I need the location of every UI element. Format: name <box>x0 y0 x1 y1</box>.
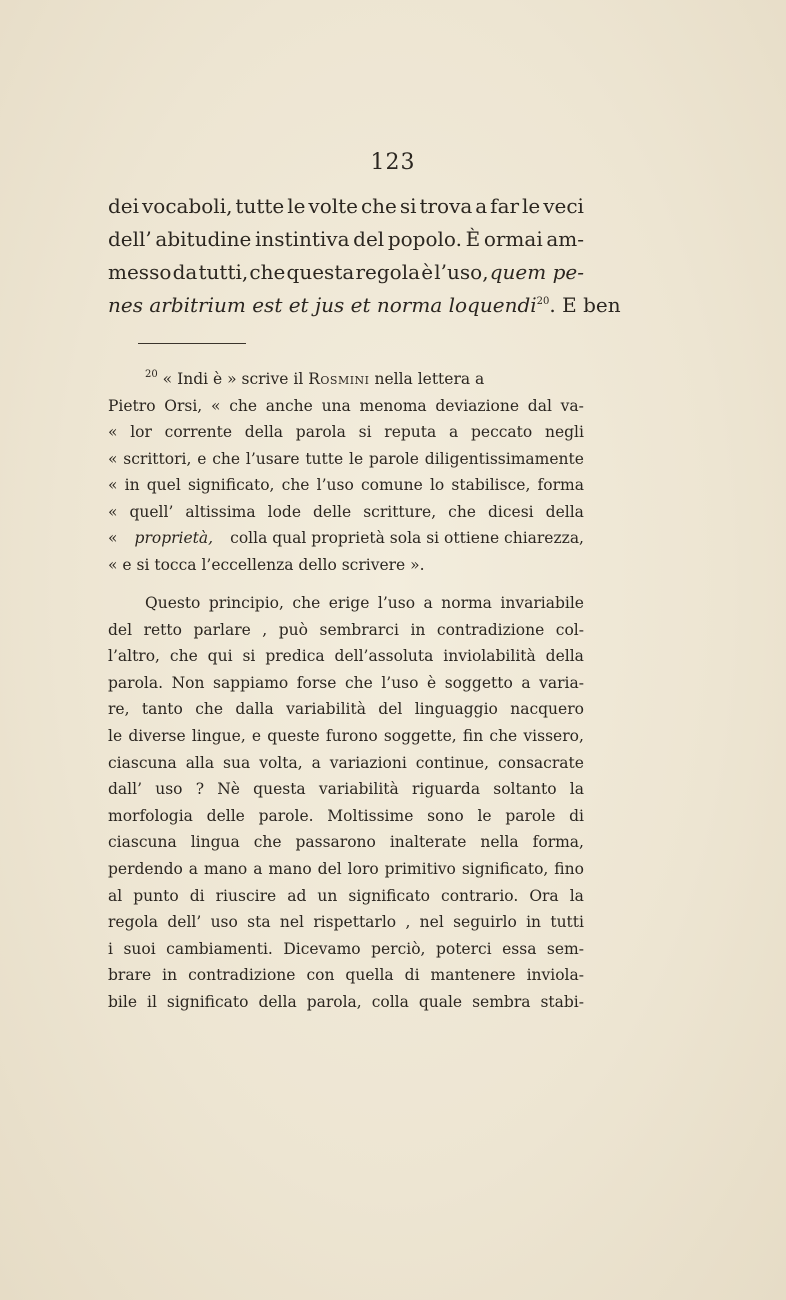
word: significato <box>348 886 431 905</box>
word: uso <box>155 780 183 799</box>
word: perdendo <box>108 859 183 878</box>
word: che <box>344 673 373 692</box>
word: furono <box>325 726 378 745</box>
footnote-divider <box>138 343 246 344</box>
word: mantenere <box>430 966 516 985</box>
word: della <box>258 992 297 1011</box>
word: si <box>358 423 372 441</box>
paragraph-line <box>108 750 584 777</box>
word: parola. <box>108 673 164 692</box>
footnote-line <box>108 525 584 552</box>
word: altissima <box>185 502 256 521</box>
paragraph-line <box>108 829 584 856</box>
word: qui <box>207 647 233 666</box>
word: del <box>378 700 403 719</box>
text-line <box>108 289 621 322</box>
word: principio, <box>208 594 284 612</box>
word: fino <box>554 859 584 878</box>
word: in <box>124 476 140 494</box>
word: sembrarci <box>319 620 399 639</box>
word: l’altro, <box>108 647 160 666</box>
word: trova <box>419 194 473 218</box>
word: linguaggio <box>414 700 498 719</box>
word: in <box>526 913 542 932</box>
word: comune <box>360 476 423 494</box>
text-fragment: nella lettera a <box>369 370 485 388</box>
text-fragment: . E ben <box>549 293 621 317</box>
word: inalterate <box>389 833 467 852</box>
word: è <box>421 260 434 284</box>
word: suoi <box>123 939 156 958</box>
word: regola <box>355 260 421 284</box>
word: dalla <box>235 700 274 719</box>
word: sappiamo <box>212 673 289 692</box>
word: sono <box>427 806 464 825</box>
word: può <box>278 620 308 639</box>
word: da <box>172 260 198 284</box>
word: « <box>210 396 221 415</box>
paragraph-line <box>108 989 584 1016</box>
word: consacrate <box>497 753 584 772</box>
word: Questo <box>145 594 201 612</box>
text-fragment: « <box>108 529 118 547</box>
word: tutti, <box>198 260 249 284</box>
word: va- <box>560 396 584 415</box>
word: abitudine <box>155 227 252 251</box>
word: dell’assoluta <box>334 647 434 666</box>
word: che <box>292 594 321 612</box>
paragraph-line <box>108 643 584 670</box>
word: seguirlo <box>453 913 517 932</box>
word: mano <box>268 859 312 878</box>
word: primitivo <box>384 859 456 878</box>
word: le <box>348 449 364 468</box>
word: forse <box>296 673 337 692</box>
footnote-first-line <box>145 366 484 393</box>
word: delle <box>313 502 352 521</box>
word: della <box>545 647 584 666</box>
word: stabilisce, <box>451 476 531 494</box>
word: scrittori, <box>123 449 192 468</box>
footnote-ref: 20 <box>536 296 550 307</box>
footnote-line <box>108 393 584 420</box>
paragraph-line <box>108 883 584 910</box>
word: parole. <box>258 806 314 825</box>
word: am- <box>546 227 584 251</box>
word: vocaboli, <box>142 194 233 218</box>
word: significato, <box>187 476 275 494</box>
word: soggette, <box>383 726 457 745</box>
word: quel <box>146 476 181 494</box>
paragraph-line <box>108 909 584 936</box>
word: anche <box>265 396 313 415</box>
word: rispettarlo <box>313 913 397 932</box>
paragraph-line <box>108 590 584 617</box>
word: che <box>169 647 198 666</box>
word: sua <box>223 753 251 772</box>
paragraph-line <box>108 723 584 750</box>
word: soltanto <box>493 780 557 799</box>
text-line <box>108 256 584 289</box>
word: che <box>489 726 518 745</box>
word: tutte <box>235 194 285 218</box>
word: riguarda <box>411 780 481 799</box>
word: variabilità <box>318 780 399 799</box>
text-line <box>108 223 584 256</box>
word: « <box>108 476 118 494</box>
word: dell’ <box>108 227 152 251</box>
word: che <box>249 260 286 284</box>
word: lo <box>429 476 445 494</box>
word: continue, <box>415 753 490 772</box>
word: parole <box>368 449 419 468</box>
word: volta, <box>259 753 303 772</box>
word: dall’ <box>108 780 143 799</box>
word: l’uso <box>316 476 354 494</box>
word: che <box>212 449 241 468</box>
word: negli <box>544 423 584 441</box>
word: fin <box>462 726 484 745</box>
word: lor <box>130 423 152 441</box>
word: le <box>287 194 306 218</box>
word: in <box>410 620 426 639</box>
word: variabilità <box>286 700 366 719</box>
word: che <box>448 502 476 521</box>
word: significato <box>166 992 249 1011</box>
main-paragraph <box>108 190 621 322</box>
word: bile <box>108 992 138 1011</box>
word: colla <box>371 992 409 1011</box>
paragraph-line <box>108 617 584 644</box>
page-number: 123 <box>370 150 416 175</box>
word: si <box>399 194 417 218</box>
word: retto <box>143 620 182 639</box>
word: sembra <box>472 992 531 1011</box>
word: parola <box>295 423 346 441</box>
word: al <box>108 886 123 905</box>
word: nel <box>419 913 444 932</box>
word: diligentissimamente <box>424 449 584 468</box>
word: parole <box>505 806 556 825</box>
word: Non <box>171 673 205 692</box>
word: , <box>405 913 411 932</box>
word: alla <box>185 753 215 772</box>
word: questa <box>253 780 306 799</box>
word: loro <box>347 859 379 878</box>
word: « <box>108 449 118 468</box>
paragraph-line <box>108 803 584 830</box>
word: nella <box>480 833 519 852</box>
footnote-line <box>108 552 584 579</box>
word: uso <box>210 913 238 932</box>
word: messo <box>108 260 172 284</box>
word: quale <box>418 992 463 1011</box>
word: e <box>251 726 262 745</box>
word: scritture, <box>363 502 437 521</box>
footnote-line <box>108 419 584 446</box>
word: quell’ <box>129 502 174 521</box>
word: ad <box>287 886 307 905</box>
word: di <box>569 806 584 825</box>
word: « <box>108 423 118 441</box>
word: a <box>253 859 263 878</box>
word: dell’ <box>167 913 202 932</box>
word: Moltissime <box>327 806 414 825</box>
paragraph-line <box>108 962 584 989</box>
word: instintiva <box>255 227 350 251</box>
text-fragment: « Indi è » scrive il <box>162 370 309 388</box>
word: passarono <box>295 833 376 852</box>
word: Ora <box>529 886 559 905</box>
author-name: Rosmini <box>308 370 370 388</box>
word: lingue, <box>191 726 246 745</box>
word: volte <box>308 194 358 218</box>
word: mano <box>204 859 248 878</box>
word: invariabile <box>500 594 584 612</box>
word: lingua <box>190 833 240 852</box>
word: che <box>360 194 397 218</box>
paragraph-line <box>108 696 584 723</box>
footnote-line <box>108 499 584 526</box>
word: a <box>521 673 531 692</box>
word: ? <box>195 780 205 799</box>
word: corrente <box>164 423 233 441</box>
word: del <box>353 227 385 251</box>
word: variazioni <box>329 753 407 772</box>
word: dicesi <box>487 502 534 521</box>
word: parlare <box>193 620 251 639</box>
latin-quote-wrap <box>108 289 621 322</box>
word: delle <box>206 806 245 825</box>
word: che <box>281 476 310 494</box>
italic-term: proprietà, <box>134 529 214 547</box>
word: che <box>195 700 224 719</box>
word: inviola- <box>526 966 584 985</box>
word: tutti <box>550 913 584 932</box>
word: le <box>477 806 492 825</box>
word: a <box>475 194 488 218</box>
footnote <box>108 366 584 578</box>
word: deviazione <box>435 396 520 415</box>
word: queste <box>267 726 320 745</box>
text-line <box>108 190 584 223</box>
word: l’uso <box>381 673 419 692</box>
word: col- <box>555 620 584 639</box>
word: che <box>253 833 282 852</box>
word: soggetto <box>444 673 513 692</box>
word: perciò, <box>371 939 426 958</box>
word: in <box>162 966 178 985</box>
word: Orsi, <box>164 396 203 415</box>
word: di <box>189 886 205 905</box>
word: stabi- <box>540 992 584 1011</box>
word: erige <box>328 594 370 612</box>
word: ciascuna <box>108 753 177 772</box>
word: della <box>244 423 284 441</box>
word: forma, <box>532 833 584 852</box>
word: i <box>108 939 113 958</box>
word: tanto <box>141 700 183 719</box>
footnote-line <box>108 366 584 393</box>
word: lode <box>267 502 301 521</box>
word: far <box>490 194 520 218</box>
word: varia- <box>539 673 584 692</box>
word: peccato <box>470 423 533 441</box>
word: il <box>146 992 157 1011</box>
word: che <box>229 396 258 415</box>
word: predica <box>265 647 325 666</box>
word: si <box>242 647 256 666</box>
word: Nè <box>217 780 240 799</box>
word: contradizione <box>436 620 545 639</box>
word: Dicevamo <box>283 939 361 958</box>
latin-quote: nes arbitrium est et jus et norma loquendi <box>108 293 537 317</box>
word: a <box>188 859 199 878</box>
word: Pietro <box>108 396 156 415</box>
word: tutte <box>305 449 344 468</box>
word: un <box>317 886 338 905</box>
word: l’uso, <box>434 260 489 284</box>
footnote-line <box>108 472 584 499</box>
word: della <box>545 502 584 521</box>
word: , <box>262 620 268 639</box>
word: veci <box>543 194 584 218</box>
word: regola <box>108 913 159 932</box>
word: a <box>423 594 433 612</box>
paragraph-line <box>108 856 584 883</box>
word: ormai <box>483 227 543 251</box>
word: significato, <box>461 859 549 878</box>
word: le <box>522 194 541 218</box>
paragraph-line <box>108 670 584 697</box>
text-fragment: « e si tocca l’eccellenza dello scrivere ». <box>108 555 425 574</box>
word: inviolabilità <box>443 647 536 666</box>
word: È <box>465 227 481 251</box>
word: punto <box>133 886 179 905</box>
word: sem- <box>546 939 584 958</box>
word: dei <box>108 194 140 218</box>
word: di <box>404 966 420 985</box>
word: diverse <box>128 726 186 745</box>
word: la <box>569 886 584 905</box>
word: norma <box>441 594 492 612</box>
word: parola, <box>306 992 362 1011</box>
word: « <box>108 502 118 521</box>
word: reputa <box>384 423 437 441</box>
word: nacquero <box>510 700 584 719</box>
word: con <box>306 966 335 985</box>
paragraph-line <box>108 776 584 803</box>
word: l’uso <box>377 594 416 612</box>
word: una <box>321 396 351 415</box>
word: sta <box>247 913 271 932</box>
word: la <box>569 780 584 799</box>
word: quella <box>345 966 394 985</box>
word: poterci <box>435 939 492 958</box>
word: morfologia <box>108 806 193 825</box>
word: a <box>311 753 321 772</box>
word: è <box>427 673 437 692</box>
word: a <box>448 423 459 441</box>
footnote-marker: 20 <box>145 369 158 380</box>
word: del <box>317 859 342 878</box>
word: questa <box>286 260 355 284</box>
word: ciascuna <box>108 833 177 852</box>
text-fragment: colla qual proprietà sola si ottiene chiarezza, <box>230 529 584 547</box>
word: riuscire <box>215 886 277 905</box>
word: contradizione <box>188 966 296 985</box>
word: l’usare <box>245 449 300 468</box>
word: essa <box>502 939 537 958</box>
word: le <box>108 726 123 745</box>
paragraph-line <box>108 936 584 963</box>
word: menoma <box>359 396 427 415</box>
word: nel <box>279 913 305 932</box>
latin-quote: quem pe- <box>489 260 584 284</box>
word: brare <box>108 966 152 985</box>
body-paragraph <box>108 590 584 1016</box>
word: re, <box>108 700 130 719</box>
word: del <box>108 620 133 639</box>
word: vissero, <box>523 726 584 745</box>
word: dal <box>527 396 552 415</box>
word: contrario. <box>441 886 519 905</box>
word: forma <box>537 476 584 494</box>
word: cambiamenti. <box>166 939 273 958</box>
word: e <box>197 449 207 468</box>
word: popolo. <box>387 227 462 251</box>
footnote-line <box>108 446 584 473</box>
